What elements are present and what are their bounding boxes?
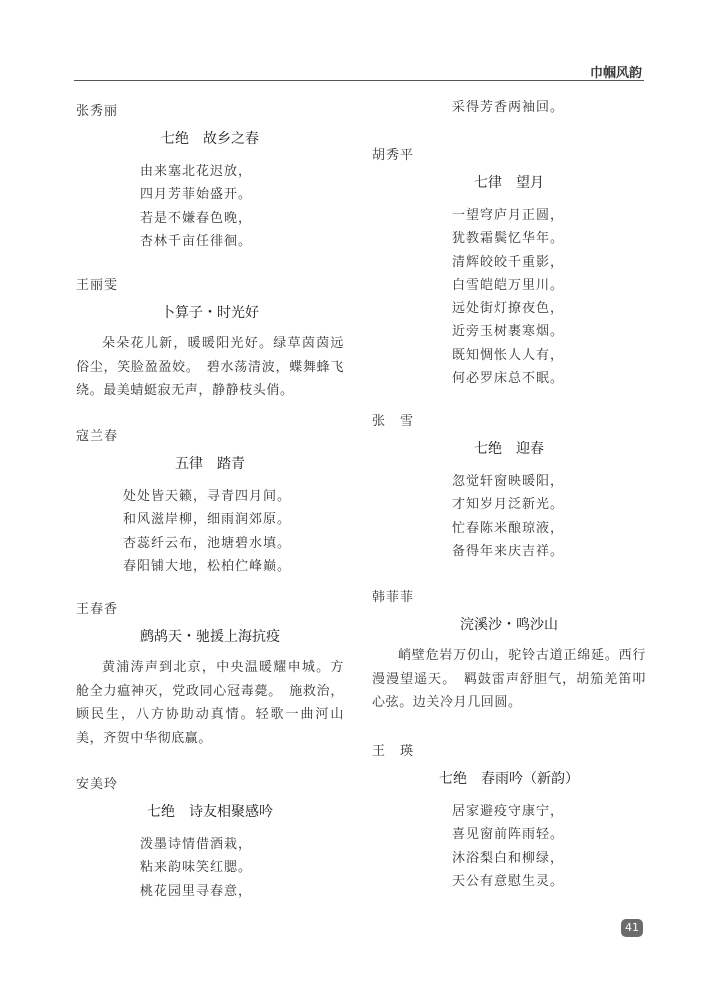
poem-zhang-xiuli [76, 100, 344, 253]
poem-han-feifei [372, 586, 646, 715]
verse-line: 忽觉轩窗映暖阳， [452, 474, 565, 489]
verse-line: 粘来韵味笑红腮。 [140, 860, 253, 876]
verse [372, 204, 646, 390]
poem-title: 七绝 春雨吟（新韵） [439, 771, 579, 787]
author: 张 雪 [372, 414, 415, 429]
poem-title: 七绝 诗友相聚感吟 [147, 804, 273, 820]
poem-title: 七绝 故乡之春 [161, 131, 259, 147]
author: 王春香 [76, 602, 119, 617]
verse [76, 485, 344, 578]
verse-line: 天公有意慰生灵。 [452, 873, 565, 889]
verse-line: 若是不嫌春色晚， [140, 210, 253, 226]
author: 王丽雯 [76, 278, 119, 293]
author: 王 瑛 [372, 744, 415, 759]
verse-line: 居家避疫守康宁， [452, 804, 565, 819]
poem-prose: 峭壁危岩万仞山，驼铃古道正绵延。西行漫漫望遥天。 羁鼓雷声舒胆气，胡笳羌笛叩心弦。边关冷月几回圆。 [372, 648, 646, 710]
poem-hu-xiuping [372, 144, 646, 390]
verse-line: 备得年来庆吉祥。 [452, 543, 565, 559]
verse-line: 白雪皑皑万里川。 [452, 277, 565, 293]
verse-line: 忙春陈米酿琼液， [452, 520, 565, 536]
verse-line: 杏林千亩任徘徊。 [140, 233, 253, 249]
poem-wang-chunxiang [76, 598, 344, 750]
verse-line: 采得芳香两袖回。 [452, 100, 565, 115]
verse-line: 何必罗床总不眠。 [452, 371, 565, 387]
verse-line: 喜见窗前阵雨轻。 [452, 827, 565, 843]
poem-kou-lanchun [76, 425, 344, 578]
poem-zhang-xue [372, 410, 646, 563]
verse-line: 四月芳菲始盛开。 [140, 187, 253, 203]
verse-line: 才知岁月泛新光。 [452, 497, 565, 513]
poem-wang-ying [372, 740, 646, 893]
verse [372, 470, 646, 563]
poem-prose: 朵朵花儿新，暖暖阳光好。绿草茵茵远俗尘，笑脸盈盈姣。 碧水荡清波，蝶舞蜂飞绕。最美蜻蜓寂无声，静静枝头俏。 [76, 336, 344, 398]
verse-line: 由来塞北花迟放， [140, 164, 253, 179]
author: 张秀丽 [76, 104, 119, 119]
verse-line: 远处街灯撩夜色， [452, 301, 565, 317]
poem-wang-liwen [76, 274, 344, 403]
author: 寇兰春 [76, 429, 119, 444]
poem-an-meiling [76, 773, 344, 903]
poem-title: 五律 踏青 [175, 456, 245, 472]
header-rule [74, 80, 644, 81]
poem-continuation [372, 96, 646, 119]
verse-line: 桃花园里寻春意， [140, 883, 253, 899]
verse-line: 处处皆天籁，寻青四月间。 [123, 489, 292, 504]
section-title: 巾帼风韵 [589, 66, 642, 81]
verse [76, 833, 344, 903]
poem-prose: 黄浦涛声到北京，中央温暖耀申城。方舱全力瘟神灭，党政同心冠毒薨。 施救治，顾民生，八方协助动真情。轻歌一曲河山美，齐贺中华彻底赢。 [76, 660, 344, 746]
poem-title: 卜算子・时光好 [161, 305, 259, 321]
author: 韩菲菲 [372, 590, 415, 605]
poem-title: 浣溪沙・鸣沙山 [460, 617, 558, 633]
verse-line: 泼墨诗情借酒栽， [140, 837, 253, 852]
verse [76, 160, 344, 253]
verse-line: 沐浴梨白和柳绿， [452, 850, 565, 866]
poem-title: 七绝 迎春 [474, 441, 544, 457]
verse-line: 杏蕊纤云布，池塘碧水填。 [123, 535, 292, 551]
author: 胡秀平 [372, 148, 415, 163]
verse-line: 犹教霜鬓忆华年。 [452, 231, 565, 247]
page-number: 41 [621, 919, 643, 937]
poem-title: 七律 望月 [474, 175, 544, 191]
verse-line: 清辉皎皎千重影， [452, 254, 565, 270]
poem-title: 鹧鸪天・驰援上海抗疫 [140, 629, 280, 645]
verse-line: 和风滋岸柳，细雨润郊原。 [123, 512, 292, 528]
verse-line: 一望穹庐月正圆， [452, 208, 565, 223]
author: 安美玲 [76, 777, 119, 792]
verse [372, 800, 646, 893]
verse-line: 既知惆怅人人有， [452, 347, 565, 363]
verse-line: 近旁玉树裹寒烟。 [452, 324, 565, 340]
verse-line: 春阳铺大地，松柏伫峰巅。 [123, 558, 292, 574]
